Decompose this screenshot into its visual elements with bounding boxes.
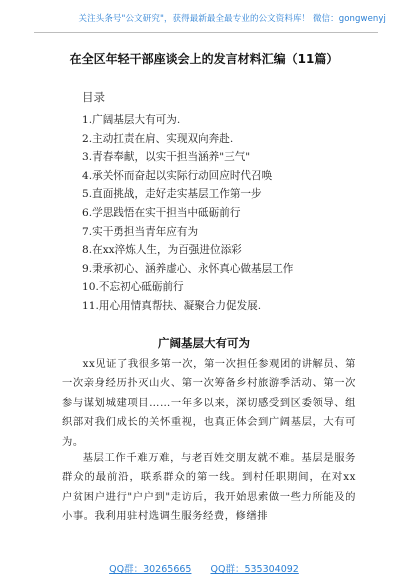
toc-item[interactable]: 3.青春奉献，以实干担当涵养"三气" — [82, 151, 251, 164]
section-title: 广阔基层大有可为 — [158, 336, 250, 350]
document-title: 在全区年轻干部座谈会上的发言材料汇编（11篇） — [69, 52, 339, 66]
toc-item[interactable]: 4.承关怀而奋起以实际行动回应时代召唤 — [82, 169, 273, 182]
toc-heading: 目录 — [82, 90, 105, 104]
toc-item[interactable]: 6.学思践悟在实干担当中砥砺前行 — [82, 206, 241, 219]
header-divider — [34, 32, 378, 33]
body-paragraph: xx见证了我很多第一次，第一次担任参观团的讲解员、第一次亲身经历扑灭山火、第一次筹备乡村旅游季活动、第一次参与谋划城建项目……一年多以来，深切感受到区委领导、组织部对我们成长的关怀重视，也真正体会到广阔基层，大有可为。 — [62, 358, 356, 448]
footer-qq-group-2[interactable]: QQ群：535304092 — [210, 564, 299, 575]
footer — [0, 561, 408, 575]
toc-item[interactable]: 7.实干勇担当青年应有为 — [82, 225, 199, 238]
header-banner: 关注头条号"公文研究"，获得最新最全最专业的公文资料库！ 微信：gongwenyj — [78, 14, 386, 24]
toc-item[interactable]: 2.主动扛责在肩、实现双向奔赴. — [82, 132, 234, 145]
toc-item[interactable]: 5.直面挑战，走好走实基层工作第一步 — [82, 188, 262, 201]
footer-qq-group-1[interactable]: QQ群：30265665 — [109, 564, 192, 575]
toc-item[interactable]: 10.不忘初心砥砺前行 — [82, 281, 184, 294]
toc-item[interactable]: 11.用心用情真帮扶、凝聚合力促发展. — [82, 299, 262, 312]
toc-item[interactable]: 9.秉承初心、涵养虚心、永怀真心做基层工作 — [82, 262, 294, 275]
toc-item[interactable]: 8.在xx淬炼人生，为百强进位添彩 — [82, 244, 242, 257]
toc-list — [82, 111, 293, 316]
toc-item[interactable]: 1.广阔基层大有可为. — [82, 114, 181, 126]
body-paragraph: 基层工作千难万难，与老百姓交朋友就不难。基层是服务群众的最前沿，联系群众的第一线。到村任职期间，在对xx户贫困户进行"户户到"走访后，我开始思索做一些力所能及的小事。我利用驻村选调生服务经费，修缮排 — [62, 452, 356, 523]
